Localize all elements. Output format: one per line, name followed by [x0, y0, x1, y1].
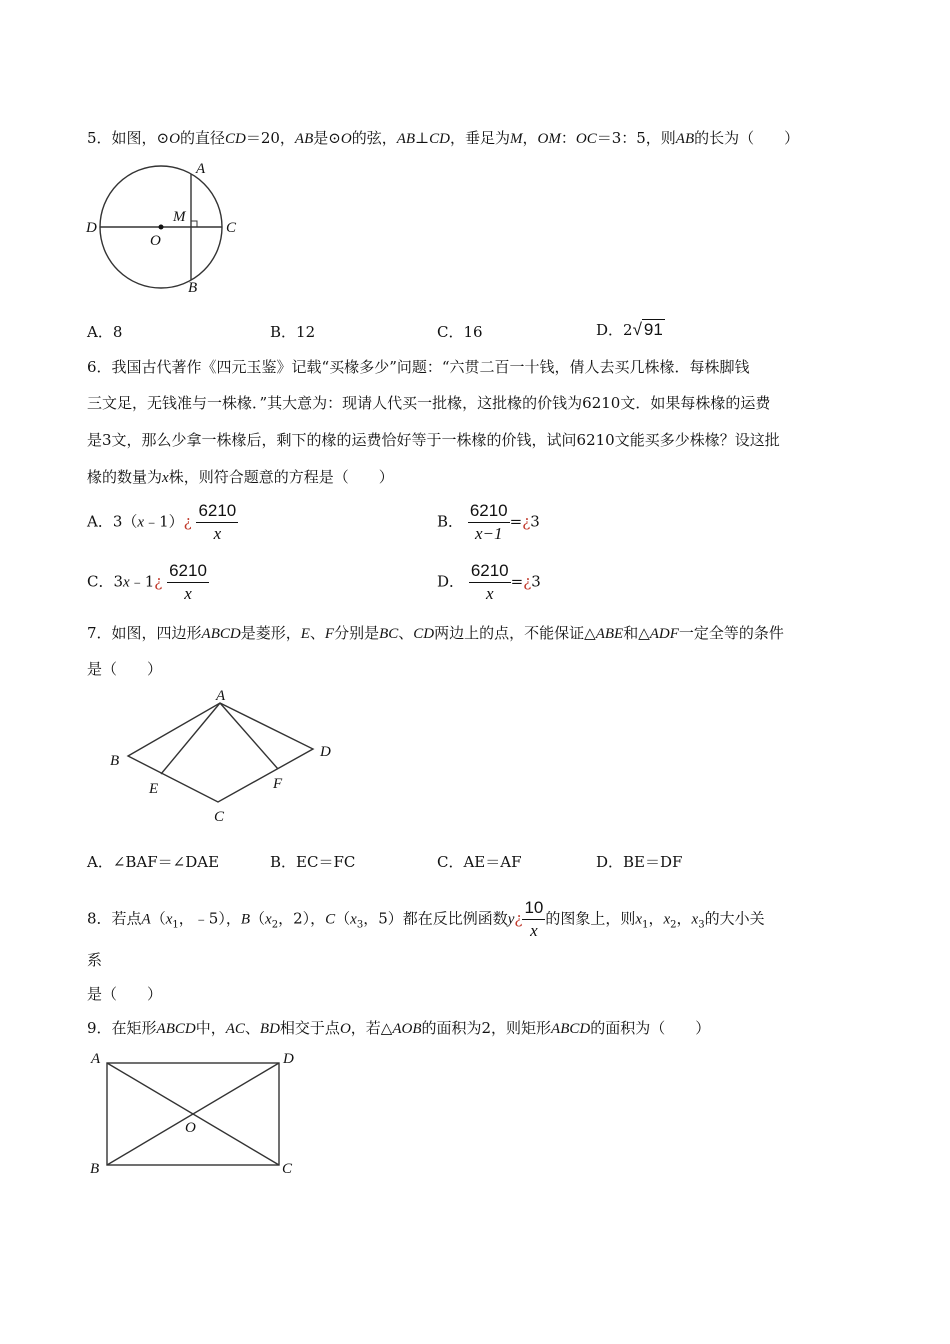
- label-c: C: [214, 809, 225, 825]
- label-o: O: [150, 233, 161, 249]
- fraction: $\frac{6210}{x}$: [169, 561, 207, 603]
- q6-line-2: 三文足，无钱准与一株椽．”其大意为：现请人代买一批椽，这批椽的价钱为6210文．如果每株椽的运费: [87, 394, 771, 412]
- q5-option-c[interactable]: C．16: [437, 323, 483, 341]
- fraction: $\frac{6210}{x}$: [470, 561, 509, 603]
- label-f: F: [273, 776, 283, 792]
- q5-circle-figure: [80, 155, 250, 300]
- q6-option-a[interactable]: A．3（x﹣1）¿ $\frac{6210}{x}$: [87, 501, 237, 543]
- label-a: A: [196, 161, 206, 177]
- label-b: B: [110, 753, 120, 769]
- q7-option-c[interactable]: C．AE＝AF: [437, 853, 522, 871]
- q7-option-a[interactable]: A．∠BAF＝∠DAE: [87, 853, 220, 871]
- center-point: [159, 225, 164, 230]
- fraction: $\frac{6210}{x-1}$: [469, 501, 508, 543]
- q6-line-3: 是3文，那么少拿一株椽后，剩下的椽的运费恰好等于一株椽的价钱，试问6210文能买多少株椽？设这批: [87, 431, 780, 449]
- q9-stem: 9．在矩形ABCD中，AC、BD相交于点O，若△AOB的面积为2，则矩形ABCD的面积为（ ）: [87, 1019, 711, 1037]
- q8-line-3: 是（ ）: [87, 985, 163, 1003]
- label-a: A: [216, 688, 226, 704]
- q8-line-2: 系: [87, 951, 103, 969]
- label-c: C: [226, 220, 237, 236]
- q6-option-c[interactable]: C．3x﹣1¿ $\frac{6210}{x}$: [87, 561, 207, 603]
- label-m: M: [173, 209, 186, 225]
- q6-line-1: 6．我国古代著作《四元玉鉴》记载“买椽多少”问题：“六贯二百一十钱，倩人去买几株椽．每株脚钱: [87, 358, 750, 376]
- q7-option-d[interactable]: D．BE＝DF: [596, 853, 683, 871]
- label-b: B: [90, 1161, 100, 1177]
- label-e: E: [149, 781, 159, 797]
- label-d: D: [283, 1051, 294, 1067]
- q7-option-b[interactable]: B．EC＝FC: [270, 853, 356, 871]
- q8-line-1: 8．若点$A(x_1$，﹣5），$B(x_2$，2），$C(x_3$，5）都在反比例函数y¿ $\frac{10}{x}$ 的图象上，则$x_1$，$x_2$，$x_3$的大小关: [87, 898, 765, 940]
- q6-option-b[interactable]: B． $\frac{6210}{x-1}$ =¿3: [437, 501, 540, 543]
- segment-ae: [161, 703, 220, 774]
- q5-option-b[interactable]: B．12: [270, 323, 316, 341]
- fraction: $\frac{6210}{x}$: [198, 501, 237, 543]
- label-d: D: [86, 220, 97, 236]
- q7-line-2: 是（ ）: [87, 660, 163, 678]
- label-d: D: [320, 744, 331, 760]
- label-o: O: [185, 1120, 196, 1136]
- q5-stem: 5．如图，⊙O的直径CD＝20，AB是⊙O的弦，AB⊥CD，垂足为M，OM：OC＝3：5，则AB的长为（ ）: [87, 129, 800, 147]
- q7-line-1: 7．如图，四边形ABCD是菱形，E、F分别是BC、CD两边上的点，不能保证△ABE和△ADF一定全等的条件: [87, 624, 784, 642]
- q6-line-4: 椽的数量为x株，则符合题意的方程是（ ）: [87, 468, 394, 486]
- q9-rectangle-figure: [85, 1045, 305, 1180]
- label-b: B: [188, 280, 198, 296]
- q6-option-d[interactable]: D． $\frac{6210}{x}$ =¿3: [437, 561, 541, 603]
- fraction: $\frac{10}{x}$: [524, 898, 544, 940]
- q7-rhombus-figure: [100, 685, 350, 830]
- label-a: A: [91, 1051, 101, 1067]
- q5-option-a[interactable]: A．8: [87, 323, 123, 341]
- sqrt-sign: √: [632, 320, 642, 339]
- segment-af: [220, 703, 278, 769]
- right-angle-mark: [191, 221, 197, 227]
- q5-option-d[interactable]: D．2√ 91: [596, 320, 663, 339]
- label-c: C: [282, 1161, 293, 1177]
